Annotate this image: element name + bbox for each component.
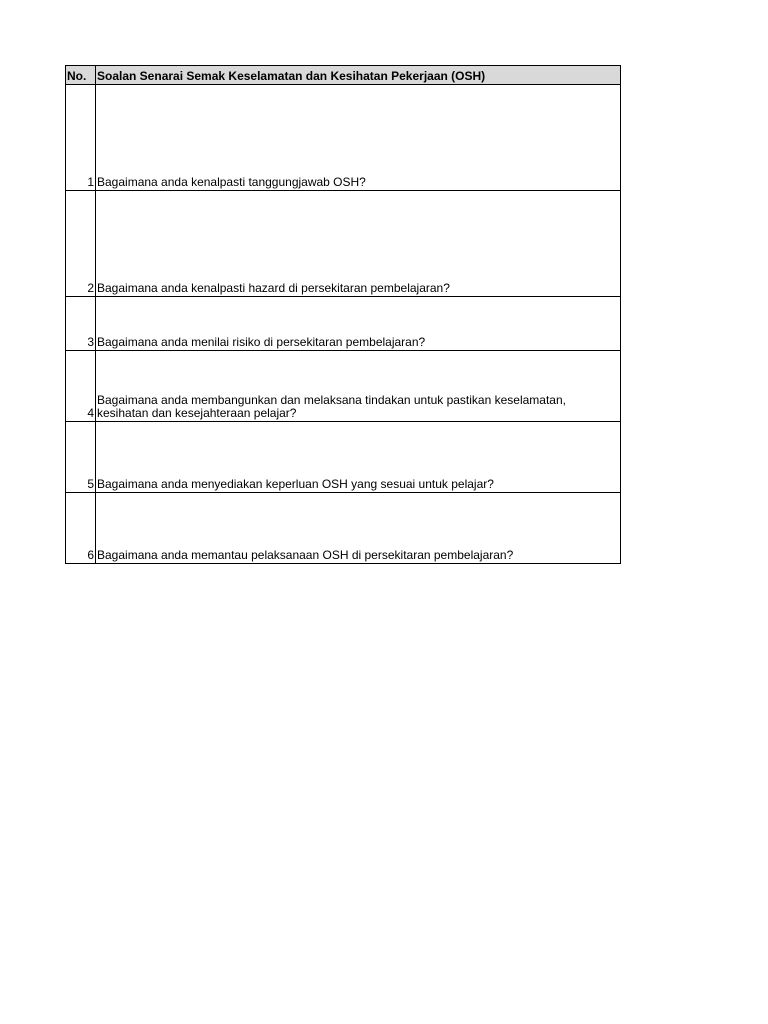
row-number: 1 (66, 85, 96, 191)
table-row (66, 422, 621, 493)
row-question: Bagaimana anda memantau pelaksanaan OSH di persekitaran pembelajaran? (96, 493, 621, 564)
table-row (66, 493, 621, 564)
row-number: 5 (66, 422, 96, 493)
table-header (66, 66, 621, 85)
row-question: Bagaimana anda kenalpasti hazard di persekitaran pembelajaran? (96, 191, 621, 297)
table-row (66, 351, 621, 422)
row-question: Bagaimana anda kenalpasti tanggungjawab OSH? (96, 85, 621, 191)
table-body (66, 85, 621, 564)
row-number: 3 (66, 297, 96, 351)
header-no: No. (66, 66, 96, 85)
row-question: Bagaimana anda menilai risiko di persekitaran pembelajaran? (96, 297, 621, 351)
table-row (66, 297, 621, 351)
header-row (66, 66, 621, 85)
row-question: Bagaimana anda membangunkan dan melaksana tindakan untuk pastikan keselamatan, kesihatan dan kesejahteraan pelajar? (96, 351, 621, 422)
table-row (66, 191, 621, 297)
row-number: 4 (66, 351, 96, 422)
checklist-sheet (65, 65, 620, 564)
header-question: Soalan Senarai Semak Keselamatan dan Kesihatan Pekerjaan (OSH) (96, 66, 621, 85)
table-row (66, 85, 621, 191)
row-number: 6 (66, 493, 96, 564)
row-number: 2 (66, 191, 96, 297)
row-question: Bagaimana anda menyediakan keperluan OSH yang sesuai untuk pelajar? (96, 422, 621, 493)
osh-checklist-table (65, 65, 621, 564)
